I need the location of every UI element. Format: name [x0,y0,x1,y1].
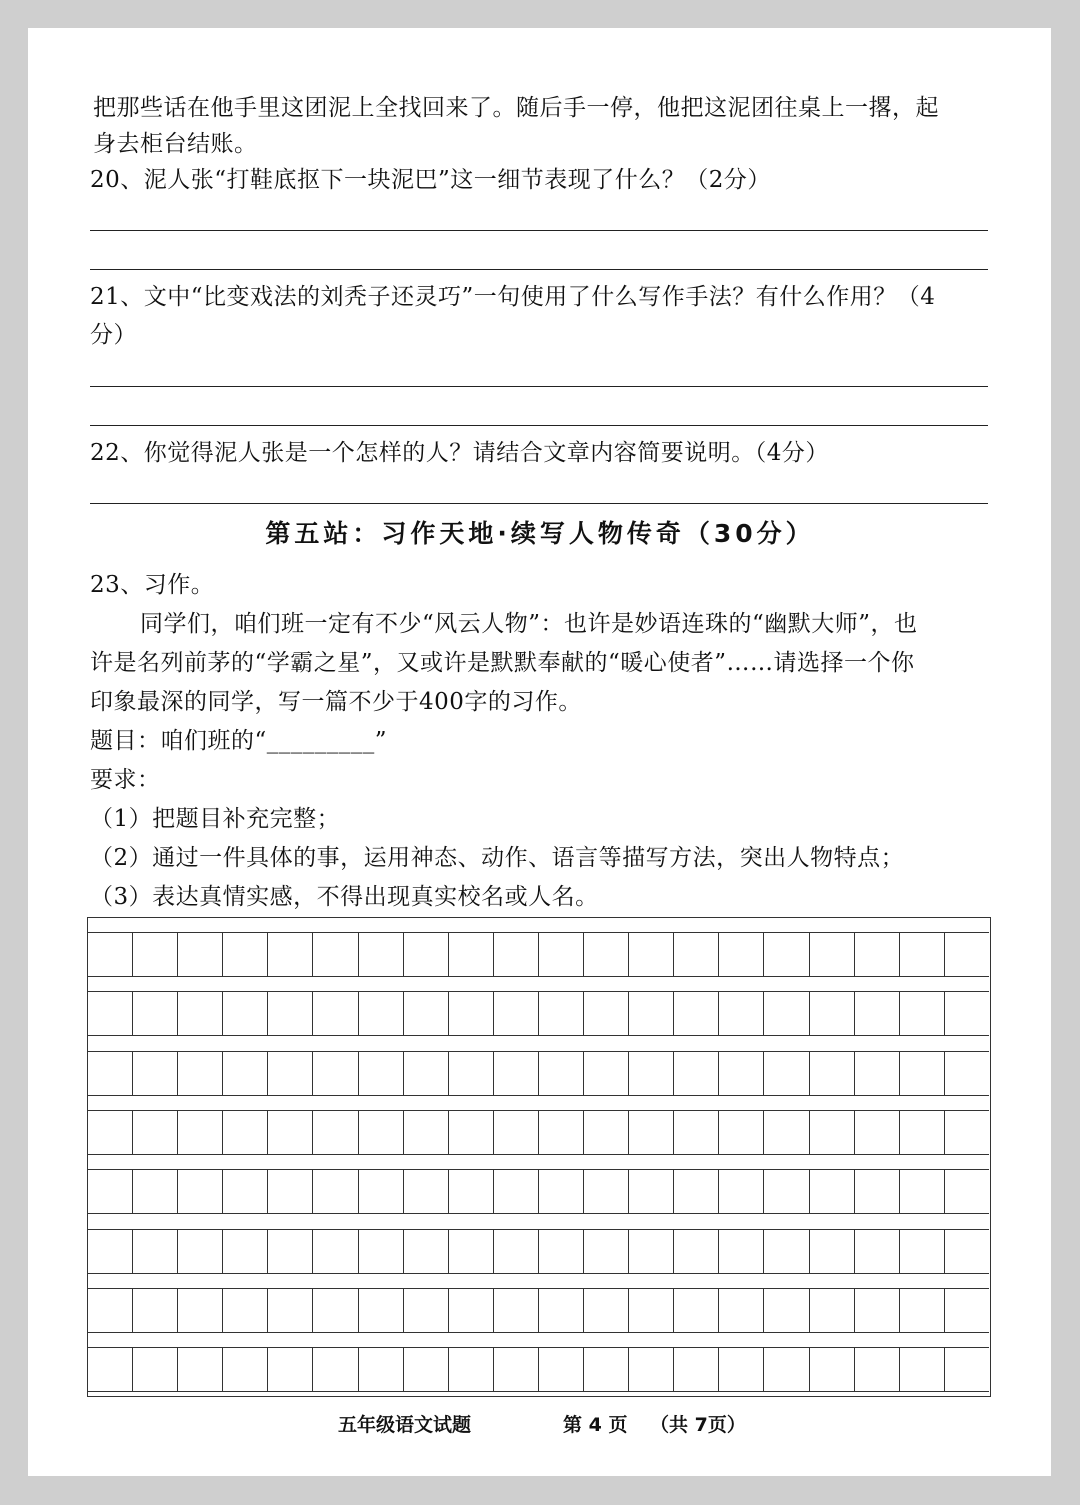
grid-cell[interactable] [449,1348,494,1391]
grid-cell[interactable] [629,1052,674,1095]
grid-cell[interactable] [584,992,629,1035]
grid-cell[interactable] [494,992,539,1035]
question-20: 20、泥人张“打鞋底抠下一块泥巴”这一细节表现了什么？（2分） [90,167,771,193]
grid-cell[interactable] [945,1052,989,1095]
grid-row [88,1110,989,1155]
grid-cell[interactable] [719,1230,764,1273]
grid-cell[interactable] [719,992,764,1035]
grid-cell[interactable] [268,1111,313,1154]
grid-cell[interactable] [810,933,855,976]
grid-cell[interactable] [629,933,674,976]
grid-cell[interactable] [764,1289,809,1332]
grid-cell[interactable] [449,933,494,976]
grid-cell[interactable] [404,992,449,1035]
grid-cell[interactable] [945,1289,989,1332]
grid-cell[interactable] [674,933,719,976]
grid-cell[interactable] [674,992,719,1035]
grid-cell[interactable] [313,1230,358,1273]
grid-cell[interactable] [810,1052,855,1095]
grid-cell[interactable] [88,1348,133,1391]
section-title: 第五站：习作天地·续写人物传奇（30分） [265,519,815,548]
grid-cell[interactable] [404,1052,449,1095]
grid-cell[interactable] [404,1230,449,1273]
grid-cell[interactable] [584,1052,629,1095]
grid-cell[interactable] [223,1052,268,1095]
grid-cell[interactable] [629,1170,674,1213]
grid-cell[interactable] [313,1289,358,1332]
grid-cell[interactable] [404,1111,449,1154]
grid-cell[interactable] [539,1289,584,1332]
grid-cell[interactable] [674,1230,719,1273]
grid-cell[interactable] [178,1348,223,1391]
grid-cell[interactable] [359,1052,404,1095]
grid-cell[interactable] [313,933,358,976]
question-21-cont: 分） [90,322,137,348]
grid-row [88,1051,989,1096]
grid-cell[interactable] [674,1052,719,1095]
grid-cell[interactable] [268,992,313,1035]
footer-subject: 五年级语文试题 [338,1414,472,1436]
grid-cell[interactable] [223,1348,268,1391]
grid-cell[interactable] [584,1170,629,1213]
grid-cell[interactable] [855,933,900,976]
grid-cell[interactable] [449,1052,494,1095]
grid-cell[interactable] [539,1052,584,1095]
grid-cell[interactable] [584,1289,629,1332]
grid-cell[interactable] [494,1111,539,1154]
grid-cell[interactable] [223,1170,268,1213]
grid-row [88,1288,989,1333]
grid-cell[interactable] [945,1111,989,1154]
grid-cell[interactable] [674,1111,719,1154]
grid-cell[interactable] [178,1230,223,1273]
grid-cell[interactable] [494,1230,539,1273]
grid-cell[interactable] [88,1289,133,1332]
grid-cell[interactable] [133,1111,178,1154]
grid-cell[interactable] [584,1348,629,1391]
grid-cell[interactable] [539,1348,584,1391]
grid-cell[interactable] [449,1170,494,1213]
grid-cell[interactable] [719,1348,764,1391]
passage-line: 身去柜台结账。 [93,131,258,157]
grid-cell[interactable] [359,1170,404,1213]
grid-cell[interactable] [900,1289,945,1332]
grid-cell[interactable] [719,1052,764,1095]
grid-cell[interactable] [674,1289,719,1332]
answer-line-q20[interactable] [90,230,988,231]
grid-cell[interactable] [674,1348,719,1391]
answer-line-q22[interactable] [90,503,988,504]
requirement-item: （3）表达真情实感，不得出现真实校名或人名。 [90,884,599,910]
question-21: 21、文中“比变戏法的刘秃子还灵巧”一句使用了什么写作手法？有什么作用？（4 [90,284,936,310]
grid-row [88,932,989,977]
grid-cell[interactable] [494,1289,539,1332]
grid-cell[interactable] [268,1052,313,1095]
grid-cell[interactable] [223,1111,268,1154]
passage-line: 把那些话在他手里这团泥上全找回来了。随后手一停，他把这泥团往桌上一撂，起 [93,95,939,121]
grid-cell[interactable] [313,1170,358,1213]
grid-cell[interactable] [539,933,584,976]
grid-cell[interactable] [133,1230,178,1273]
grid-cell[interactable] [855,1230,900,1273]
grid-cell[interactable] [900,1111,945,1154]
question-23: 23、习作。 [90,572,215,598]
grid-cell[interactable] [629,992,674,1035]
grid-cell[interactable] [629,1230,674,1273]
grid-cell[interactable] [900,1170,945,1213]
grid-cell[interactable] [133,1052,178,1095]
grid-cell[interactable] [719,933,764,976]
grid-cell[interactable] [764,1230,809,1273]
grid-cell[interactable] [539,1111,584,1154]
grid-cell[interactable] [133,933,178,976]
grid-cell[interactable] [539,992,584,1035]
grid-cell[interactable] [494,1170,539,1213]
grid-cell[interactable] [945,1170,989,1213]
grid-cell[interactable] [359,1111,404,1154]
grid-cell[interactable] [584,1230,629,1273]
answer-line-q21[interactable] [90,386,988,387]
grid-cell[interactable] [855,1289,900,1332]
grid-cell[interactable] [855,1348,900,1391]
essay-title-line: 题目：咱们班的“_________” [90,728,388,754]
essay-prompt: 同学们，咱们班一定有不少“风云人物”：也许是妙语连珠的“幽默大师”，也 [140,611,918,637]
grid-cell[interactable] [178,1052,223,1095]
grid-row [88,1229,989,1274]
grid-cell[interactable] [449,1289,494,1332]
essay-prompt: 许是名列前茅的“学霸之星”，又或许是默默奉献的“暖心使者”……请选择一个你 [90,650,915,676]
grid-cell[interactable] [88,1230,133,1273]
writing-grid[interactable] [87,917,991,1397]
grid-cell[interactable] [449,992,494,1035]
grid-cell[interactable] [223,1289,268,1332]
grid-cell[interactable] [674,1170,719,1213]
grid-cell[interactable] [764,1348,809,1391]
question-22: 22、你觉得泥人张是一个怎样的人？请结合文章内容简要说明。（4分） [90,440,829,466]
grid-cell[interactable] [539,1230,584,1273]
answer-line-q20[interactable] [90,269,988,270]
grid-cell[interactable] [810,1170,855,1213]
grid-cell[interactable] [449,1111,494,1154]
grid-cell[interactable] [900,1052,945,1095]
footer-page-number: 第 4 页 [563,1414,628,1436]
requirement-item: （2）通过一件具体的事，运用神态、动作、语言等描写方法，突出人物特点； [90,845,905,871]
grid-cell[interactable] [178,1289,223,1332]
grid-cell[interactable] [178,933,223,976]
grid-cell[interactable] [810,1230,855,1273]
requirements-label: 要求： [90,767,161,793]
grid-cell[interactable] [223,933,268,976]
grid-cell[interactable] [268,1230,313,1273]
grid-cell[interactable] [359,1230,404,1273]
grid-cell[interactable] [629,1348,674,1391]
grid-cell[interactable] [223,992,268,1035]
grid-cell[interactable] [313,1052,358,1095]
grid-cell[interactable] [88,1052,133,1095]
footer-total-pages: （共 7页） [650,1414,746,1436]
grid-cell[interactable] [133,992,178,1035]
grid-cell[interactable] [404,933,449,976]
grid-cell[interactable] [268,1289,313,1332]
grid-cell[interactable] [810,1348,855,1391]
grid-cell[interactable] [133,1348,178,1391]
grid-cell[interactable] [900,992,945,1035]
grid-cell[interactable] [313,992,358,1035]
grid-cell[interactable] [719,1170,764,1213]
grid-cell[interactable] [313,1111,358,1154]
grid-cell[interactable] [88,933,133,976]
grid-cell[interactable] [539,1170,584,1213]
grid-cell[interactable] [404,1348,449,1391]
grid-cell[interactable] [133,1289,178,1332]
grid-cell[interactable] [810,1289,855,1332]
grid-cell[interactable] [945,1348,989,1391]
grid-cell[interactable] [494,933,539,976]
grid-cell[interactable] [359,1348,404,1391]
grid-cell[interactable] [764,1170,809,1213]
grid-cell[interactable] [855,992,900,1035]
grid-cell[interactable] [313,1348,358,1391]
grid-cell[interactable] [584,933,629,976]
requirement-item: （1）把题目补充完整； [90,806,341,832]
grid-cell[interactable] [764,1052,809,1095]
grid-cell[interactable] [178,1111,223,1154]
grid-cell[interactable] [855,1170,900,1213]
grid-cell[interactable] [810,1111,855,1154]
grid-cell[interactable] [810,992,855,1035]
grid-cell[interactable] [719,1111,764,1154]
grid-cell[interactable] [178,992,223,1035]
grid-cell[interactable] [268,933,313,976]
grid-cell[interactable] [945,1230,989,1273]
grid-cell[interactable] [855,1111,900,1154]
grid-cell[interactable] [494,1052,539,1095]
grid-cell[interactable] [223,1230,268,1273]
grid-cell[interactable] [268,1170,313,1213]
grid-cell[interactable] [584,1111,629,1154]
grid-cell[interactable] [268,1348,313,1391]
answer-line-q21[interactable] [90,425,988,426]
grid-cell[interactable] [719,1289,764,1332]
grid-cell[interactable] [900,1230,945,1273]
grid-cell[interactable] [945,992,989,1035]
grid-cell[interactable] [764,1111,809,1154]
grid-cell[interactable] [88,1170,133,1213]
grid-cell[interactable] [404,1289,449,1332]
grid-cell[interactable] [88,992,133,1035]
grid-cell[interactable] [900,1348,945,1391]
grid-cell[interactable] [404,1170,449,1213]
grid-cell[interactable] [764,992,809,1035]
grid-row [88,1347,989,1392]
grid-cell[interactable] [629,1111,674,1154]
grid-cell[interactable] [178,1170,223,1213]
grid-cell[interactable] [359,933,404,976]
essay-prompt: 印象最深的同学，写一篇不少于400字的习作。 [90,689,582,715]
grid-cell[interactable] [494,1348,539,1391]
grid-cell[interactable] [900,933,945,976]
grid-row [88,991,989,1036]
grid-cell[interactable] [359,992,404,1035]
grid-row [88,1169,989,1214]
grid-cell[interactable] [449,1230,494,1273]
grid-cell[interactable] [855,1052,900,1095]
grid-cell[interactable] [764,933,809,976]
grid-cell[interactable] [88,1111,133,1154]
grid-cell[interactable] [629,1289,674,1332]
grid-cell[interactable] [359,1289,404,1332]
grid-cell[interactable] [133,1170,178,1213]
grid-cell[interactable] [945,933,989,976]
